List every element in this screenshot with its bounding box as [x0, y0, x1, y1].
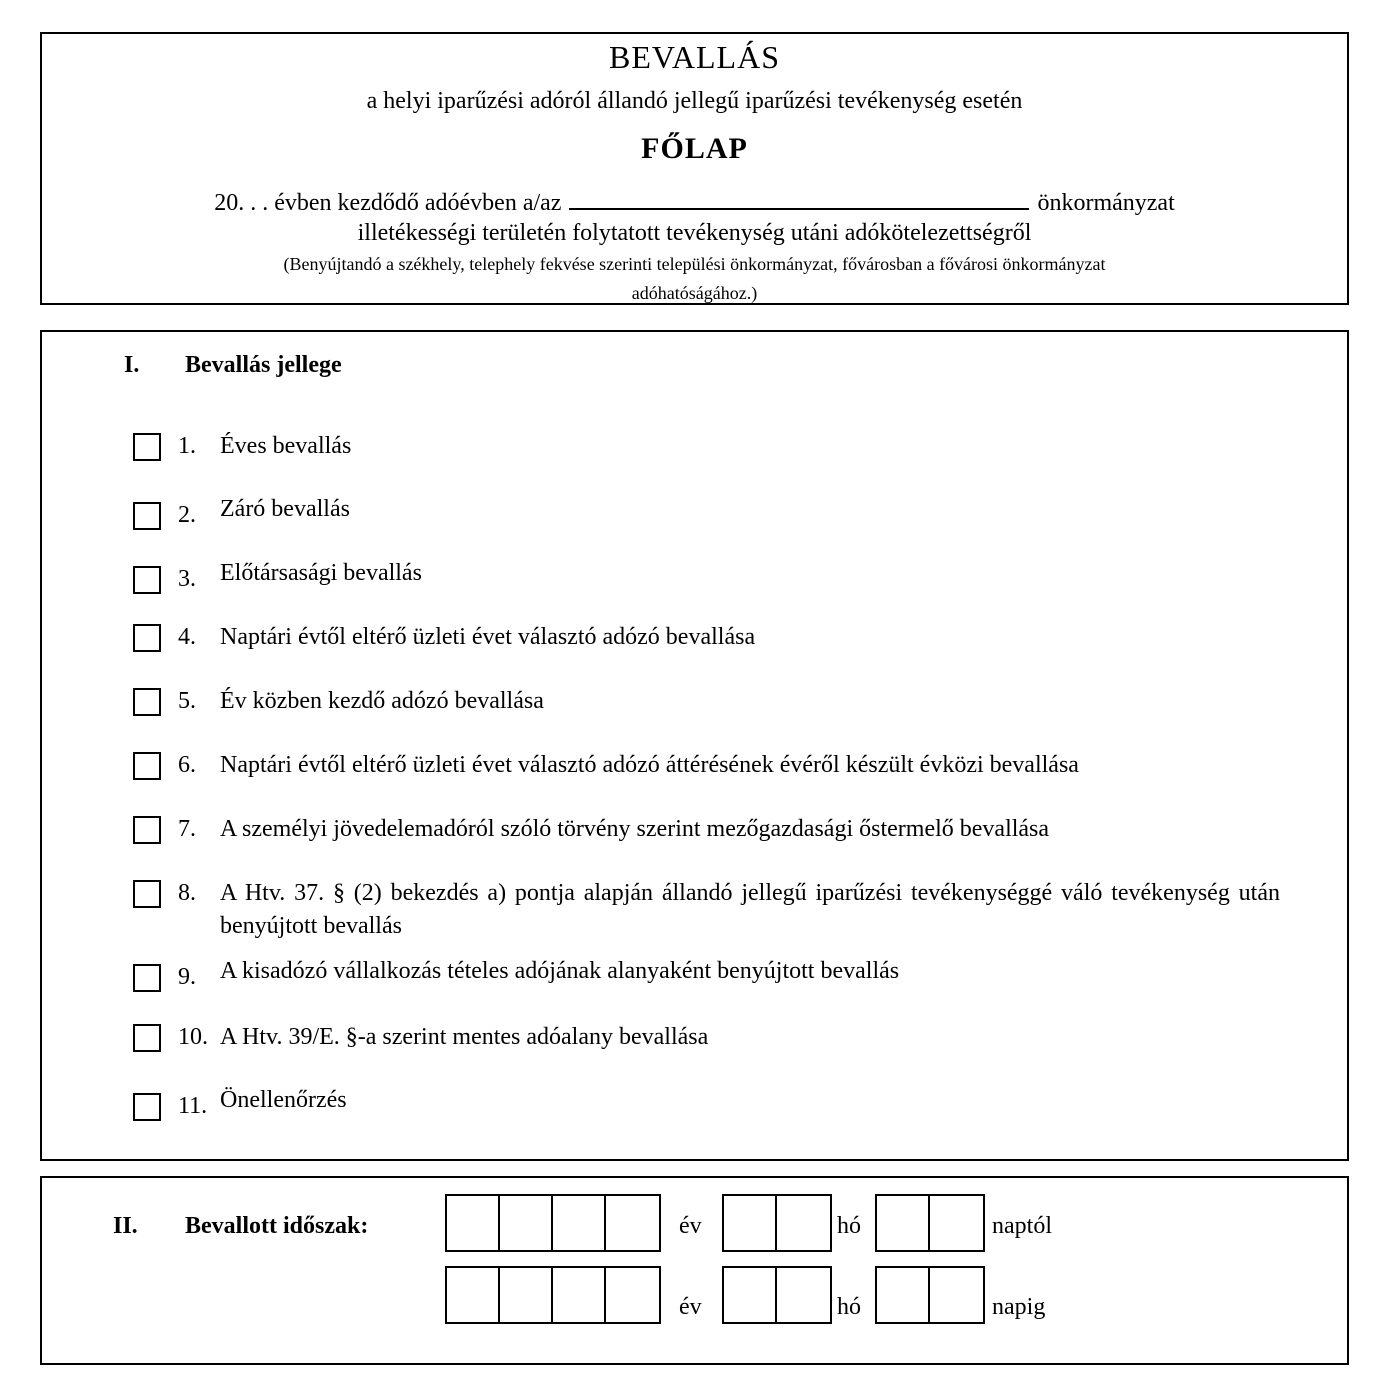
folap-heading: FŐLAP — [641, 132, 748, 165]
option-label: Naptári évtől eltérő üzleti évet választó adózó bevallása — [220, 624, 756, 650]
from-day-label: naptól — [992, 1213, 1052, 1239]
checkbox-closing[interactable] — [133, 502, 161, 530]
checkbox-mid-year-start[interactable] — [133, 688, 161, 716]
jurisdiction-line: illetékességi területén folytatott tevékenység utáni adókötelezettségről — [357, 220, 1032, 246]
option-label: A kisadózó vállalkozás tételes adójának alanyaként benyújtott bevallás — [220, 958, 900, 984]
section1-number: I. — [124, 352, 140, 378]
checkbox-pre-company[interactable] — [133, 566, 161, 594]
checkbox-annual[interactable] — [133, 433, 161, 461]
to-day-input[interactable] — [875, 1266, 985, 1324]
checkbox-htv-37[interactable] — [133, 880, 161, 908]
to-day-label: napig — [992, 1294, 1046, 1320]
section2-title: Bevallott időszak: — [185, 1213, 369, 1239]
section-period — [40, 1176, 1349, 1365]
form-title: BEVALLÁS — [609, 39, 780, 75]
to-month-label: hó — [837, 1294, 861, 1320]
header-box — [40, 32, 1349, 305]
option-number: 11. — [178, 1093, 208, 1119]
to-year-label: év — [679, 1294, 702, 1320]
to-year-input[interactable] — [445, 1266, 661, 1324]
option-number: 10. — [178, 1024, 208, 1050]
section1-title: Bevallás jellege — [185, 352, 342, 378]
option-number: 6. — [178, 752, 196, 778]
option-number: 5. — [178, 688, 196, 714]
option-number: 4. — [178, 624, 196, 650]
option-number: 2. — [178, 502, 196, 528]
checkbox-fiscal-year[interactable] — [133, 624, 161, 652]
to-month-input[interactable] — [722, 1266, 832, 1324]
from-day-input[interactable] — [875, 1194, 985, 1252]
option-number: 7. — [178, 816, 196, 842]
checkbox-agricultural[interactable] — [133, 816, 161, 844]
checkbox-transition[interactable] — [133, 752, 161, 780]
from-year-input[interactable] — [445, 1194, 661, 1252]
option-label: Önellenőrzés — [220, 1087, 347, 1113]
tax-year-prefix: 20. . . évben kezdődő adóévben a/az — [214, 190, 562, 216]
option-label: Év közben kezdő adózó bevallása — [220, 688, 544, 714]
checkbox-exempt[interactable] — [133, 1024, 161, 1052]
checkbox-kata[interactable] — [133, 964, 161, 992]
option-number: 9. — [178, 964, 196, 990]
checkbox-self-revision[interactable] — [133, 1093, 161, 1121]
option-label: Éves bevallás — [220, 433, 352, 459]
option-number: 1. — [178, 433, 196, 459]
tax-year-suffix: önkormányzat — [1037, 190, 1175, 216]
form-subtitle: a helyi iparűzési adóról állandó jellegű iparűzési tevékenység esetén — [366, 88, 1023, 114]
option-label: Előtársasági bevallás — [220, 560, 422, 586]
from-month-label: hó — [837, 1213, 861, 1239]
section-declaration-type — [40, 330, 1349, 1161]
option-label: A személyi jövedelemadóról szóló törvény szerint mezőgazdasági őstermelő bevallása — [220, 816, 1050, 842]
from-month-input[interactable] — [722, 1194, 832, 1252]
municipality-blank-field[interactable] — [569, 186, 1029, 210]
option-label: A Htv. 39/E. §-a szerint mentes adóalany bevallása — [220, 1024, 709, 1050]
option-number: 8. — [178, 880, 196, 906]
tax-year-line — [42, 186, 1347, 217]
option-number: 3. — [178, 566, 196, 592]
submission-note-line1: (Benyújtandó a székhely, telephely fekvése szerinti települési önkormányzat, fővárosban a fővárosi önkormányzat — [283, 254, 1106, 274]
option-label: A Htv. 37. § (2) bekezdés a) pontja alapján állandó jellegű iparűzési tevékenységgé váló tevékenység után benyújtott bevallás — [220, 880, 1280, 939]
section2-number: II. — [113, 1213, 138, 1239]
from-year-label: év — [679, 1213, 702, 1239]
submission-note-line2: adóhatóságához.) — [631, 283, 758, 303]
option-label: Záró bevallás — [220, 496, 350, 522]
option-label: Naptári évtől eltérő üzleti évet választó adózó áttérésének évéről készült évközi bevallása — [220, 752, 1079, 778]
